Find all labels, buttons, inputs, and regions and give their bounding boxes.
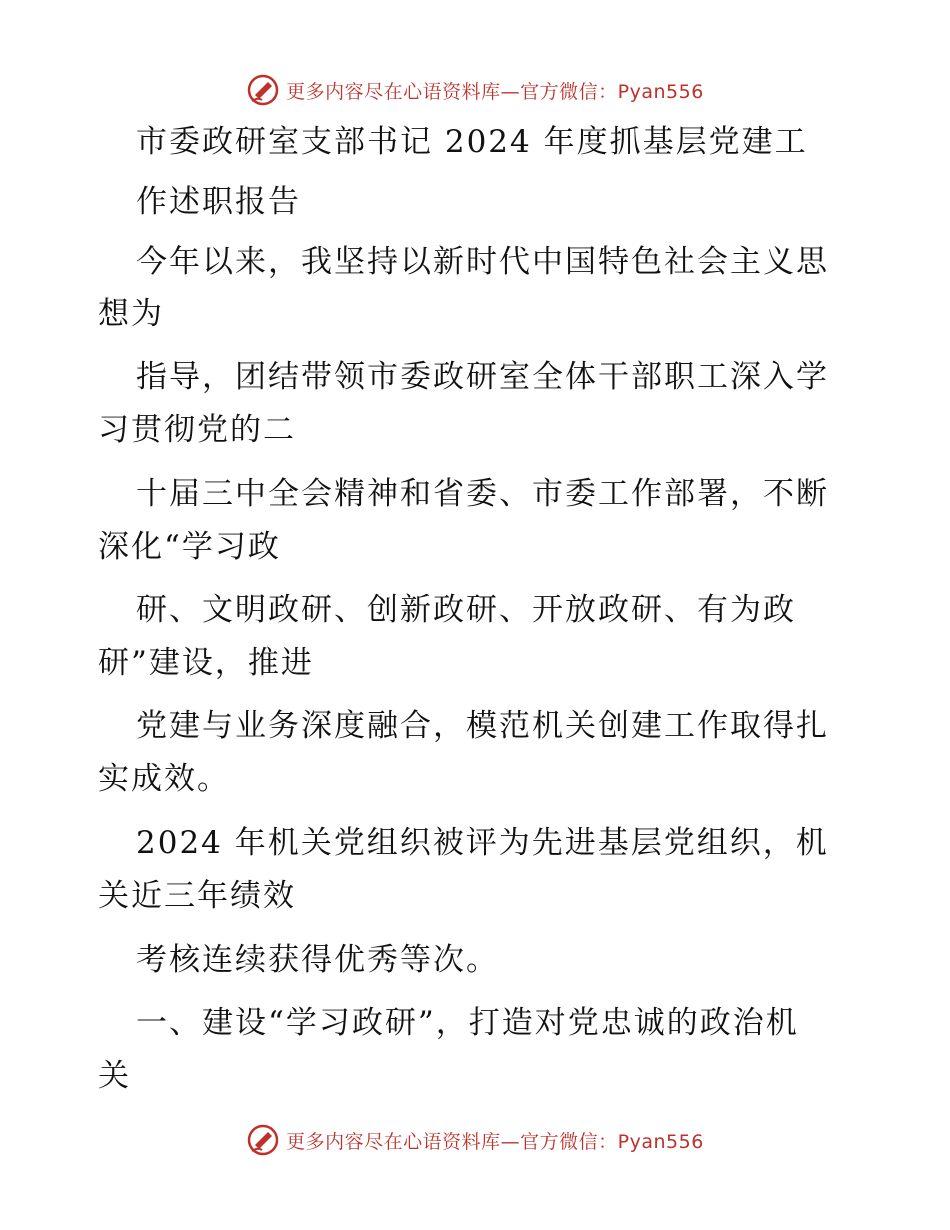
paragraph-line: 2024 年机关党组织被评为先进基层党组织，机 (136, 825, 829, 861)
paragraph-line: 实成效。 (98, 761, 230, 797)
section-heading-line: 一、建设“学习政研”，打造对党忠诚的政治机 (136, 1005, 799, 1041)
paragraph-line: 习贯彻党的二 (98, 412, 296, 448)
header-watermark (0, 70, 950, 110)
seal-logo-icon (246, 73, 280, 107)
watermark-text: 更多内容尽在心语资料库—官方微信：Pyan556 (286, 80, 704, 103)
footer-watermark (0, 1120, 950, 1160)
title-line-2: 作述职报告 (136, 184, 301, 220)
paragraph-line: 研”建设，推进 (98, 645, 314, 681)
title-line-1: 市委政研室支部书记 2024 年度抓基层党建工 (136, 124, 808, 160)
section-heading-line: 关 (98, 1058, 131, 1094)
paragraph-line: 考核连续获得优秀等次。 (136, 942, 499, 978)
watermark-text: 更多内容尽在心语资料库—官方微信：Pyan556 (286, 1130, 704, 1153)
paragraph-line: 十届三中全会精神和省委、市委工作部署，不断 (136, 476, 829, 512)
paragraph-line: 关近三年绩效 (98, 878, 296, 914)
paragraph-line: 深化“学习政 (98, 529, 281, 565)
seal-logo-icon (246, 1123, 280, 1157)
paragraph-line: 指导，团结带领市委政研室全体干部职工深入学 (136, 359, 829, 395)
paragraph-line: 今年以来，我坚持以新时代中国特色社会主义思 (136, 244, 829, 280)
paragraph-line: 想为 (98, 296, 164, 332)
paragraph-line: 研、文明政研、创新政研、开放政研、有为政 (136, 592, 796, 628)
paragraph-line: 党建与业务深度融合，模范机关创建工作取得扎 (136, 708, 829, 744)
